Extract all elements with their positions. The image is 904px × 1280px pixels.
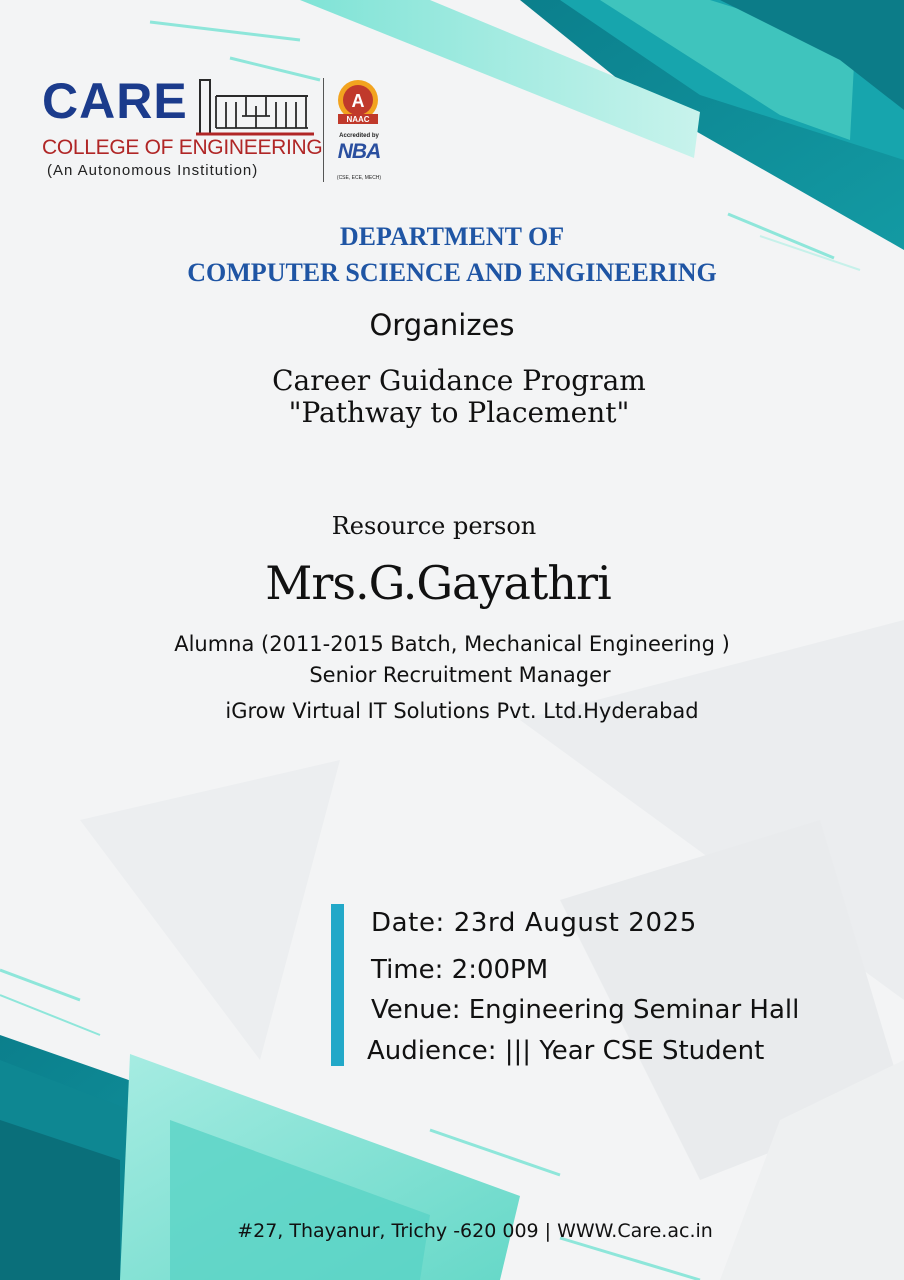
footer-address: #27, Thayanur, Trichy -620 009 | WWW.Care.ac.in	[237, 1220, 713, 1242]
nba-accredited-label: Accredited by	[339, 133, 379, 139]
nba-programs: (CSE, ECE, MECH)	[336, 175, 382, 181]
naac-label: NAAC	[346, 115, 370, 124]
logo-divider	[323, 78, 324, 182]
resource-person-label: Resource person	[331, 512, 537, 540]
resource-person-alumna: Alumna (2011-2015 Batch, Mechanical Engineering )	[174, 632, 730, 656]
naac-grade: A	[351, 91, 365, 111]
details-accent-bar	[331, 904, 344, 1066]
naac-badge-icon	[330, 78, 386, 128]
resource-person-company: iGrow Virtual IT Solutions Pvt. Ltd.Hyderabad	[225, 699, 699, 723]
organizes-label: Organizes	[369, 308, 515, 342]
program-title: Career Guidance Program	[272, 364, 646, 397]
college-tagline: (An Autonomous Institution)	[47, 162, 259, 179]
nba-logo: NBA	[337, 140, 381, 163]
resource-person-name: Mrs.G.Gayathri	[265, 556, 611, 610]
resource-person-designation: Senior Recruitment Manager	[309, 663, 611, 687]
college-logo-text: CARE	[42, 73, 188, 129]
event-audience: Audience: ||| Year CSE Student	[367, 1036, 765, 1066]
program-subtitle: "Pathway to Placement"	[288, 396, 630, 429]
event-venue: Venue: Engineering Seminar Hall	[371, 995, 800, 1025]
college-name: COLLEGE OF ENGINEERING	[42, 136, 323, 159]
event-time: Time: 2:00PM	[371, 955, 549, 985]
department-heading-line2: COMPUTER SCIENCE AND ENGINEERING	[187, 258, 717, 287]
building-logo-icon	[196, 76, 314, 136]
event-date: Date: 23rd August 2025	[371, 908, 697, 938]
department-heading-line1: DEPARTMENT OF	[339, 222, 565, 251]
